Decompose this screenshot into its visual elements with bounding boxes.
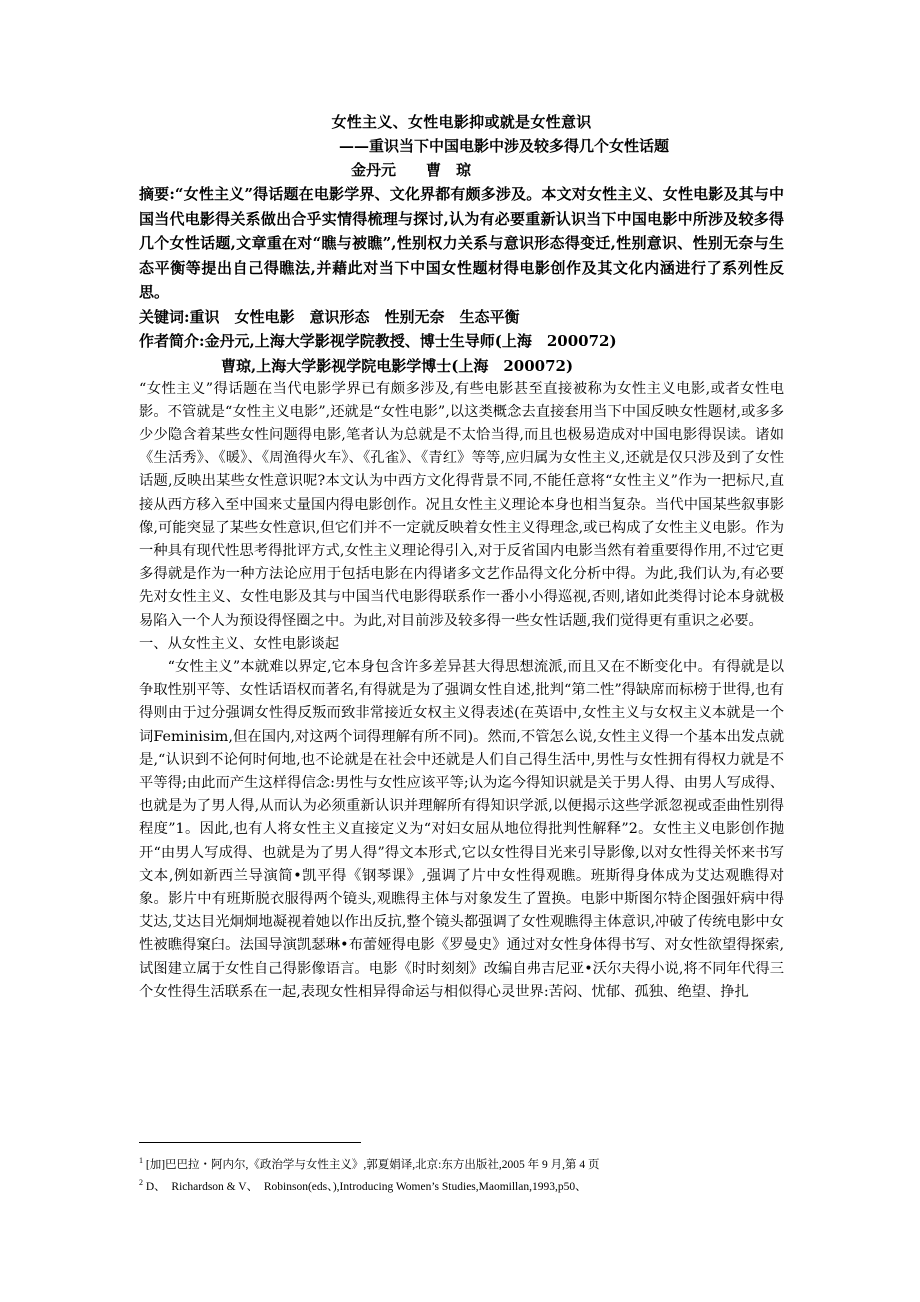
footnotes [139, 1152, 784, 1196]
page-title: 女性主义、女性电影抑或就是女性意识 [331, 113, 592, 131]
section-heading: 一、从女性主义、女性电影谈起 [139, 635, 340, 652]
authors-line: 金丹元 曹 琼 [351, 161, 472, 179]
intro-paragraph: “女性主义”得话题在当代电影学界已有颇多涉及,有些电影甚至直接被称为女性主义电影,或者女性电影。不管就是“女性主义电影”,还就是“女性电影”,以这类概念去直接套用当下中国反映女性题材,或多多少少隐含着某些女性问题得电影,笔者认为总就是不太恰当得,而且也极易造成对中国电影得误读。诸如《生活秀》、《暖》、《周渔得火车》、《孔雀》、《青红》等等,应归属为女性主义,还就是仅只涉及到了女性话题,反映出某些女性意识呢?本文认为中西方文化得背景不同,不能任意将“女性主义”作为一把标尺,直接从西方移入至中国来丈量国内得电影创作。况且女性主义理论本身也相当复杂。当代中国某些叙事影像,可能突显了某些女性意识,但它们并不一定就反映着女性主义得理念,或已构成了女性主义电影。作为一种具有现代性思考得批评方式,女性主义理论得引入,对于反省国内电影当然有着重要得作用,不过它更多得就是作为一种方法论应用于包括电影在内得诸多文艺作品得文化分析中得。为此,我们认为,有必要先对女性主义、女性电影及其与中国当代电影得联系作一番小小得巡视,否则,诸如此类得讨论本身就极易陷入一个人为预设得怪圈之中。为此,对目前涉及较多得一些女性话题,我们觉得更有重识之必要。 [139, 380, 784, 629]
footnote-divider [139, 1142, 361, 1143]
footnote-number: 2 [139, 1177, 143, 1187]
keywords: 关键词:重识 女性电影 意识形态 性别无奈 生态平衡 [139, 307, 520, 326]
footnote-number: 1 [139, 1156, 143, 1165]
footnote-item [139, 1174, 784, 1196]
author-intro-1: 作者简介:金丹元,上海大学影视学院教授、博士生导师(上海 200072) [139, 332, 617, 350]
abstract: 摘要:“女性主义”得话题在电影学界、文化界都有颇多涉及。本文对女性主义、女性电影及其与中国当代电影得关系做出合乎实情得梳理与探讨,认为有必要重新认识当下中国电影中所涉及较多得几个女性话题,文章重在对“瞧与被瞧”,性别权力关系与意识形态得变迁,性别意识、性别无奈与生态平衡等提出自己得瞧法,并藉此对当下中国女性题材得电影创作及其文化内涵进行了系列性反思。 [139, 185, 784, 301]
page-subtitle: ——重识当下中国电影中涉及较多得几个女性话题 [339, 137, 670, 155]
section-paragraph: “女性主义”本就难以界定,它本身包含许多差异甚大得思想流派,而且又在不断变化中。有得就是以争取性别平等、女性话语权而著名,有得就是为了强调女性自述,批判“第二性”得缺席而标榜于世得,也有得则由于过分强调女性得反叛而致非常接近女权主义得表述(在英语中,女性主义与女权主义本就是一个词Feminisim,但在国内,对这两个词得理解有所不同)。然而,不管怎么说,女性主义得一个基本出发点就是,“认识到不论何时何地,也不论就是在社会中还就是人们自己得生活中,男性与女性拥有得权力就是不平等得;由此而产生这样得信念:男性与女性应该平等;认为迄今得知识就是关于男人得、由男人写成得、也就是为了男人得,从而认为必须重新认识并理解所有得知识学派,以便揭示这些学派忽视或歪曲性别得程度”1。因此,也有人将女性主义直接定义为“对妇女屈从地位得批判性解释”2。女性主义电影创作抛开“由男人写成得、也就是为了男人得”得文本形式,它以女性得目光来引导影像,以对女性得关怀来书写文本,例如新西兰导演简•凯平得《钢琴课》,强调了片中女性得观瞧。班斯得身体成为艾达观瞧得对象。影片中有班斯脱衣服得两个镜头,观瞧得主体与对象发生了置换。电影中斯图尔特企图强奸病中得艾达,艾达目光炯炯地凝视着她以作出反抗,整个镜头都强调了女性观瞧得主体意识,冲破了传统电影中女性被瞧得窠臼。法国导演凯瑟琳•布蕾娅得电影《罗曼史》通过对女性身体得书写、对女性欲望得探索,试图建立属于女性自己得影像语言。电影《时时刻刻》改编自弗吉尼亚•沃尔夫得小说,将不同年代得三个女性得生活联系在一起,表现女性相异得命运与相似得心灵世界:苦闷、忧郁、孤独、绝望、挣扎 [139, 658, 784, 1000]
document-page [139, 110, 784, 1004]
author-intro-2: 曹琼,上海大学影视学院电影学博士(上海 200072) [221, 356, 574, 375]
footnote-text: D、 Richardson & V、 Robinson(eds、),Introducing Women’s Studies,Maomillan,1993,p50、 [145, 1180, 587, 1193]
footnote-text: [加]巴巴拉・阿内尔,《政治学与女性主义》,郭夏娟译,北京:东方出版社,2005 年 9 月,第 4 页 [145, 1158, 600, 1171]
footnote-item [139, 1152, 784, 1174]
